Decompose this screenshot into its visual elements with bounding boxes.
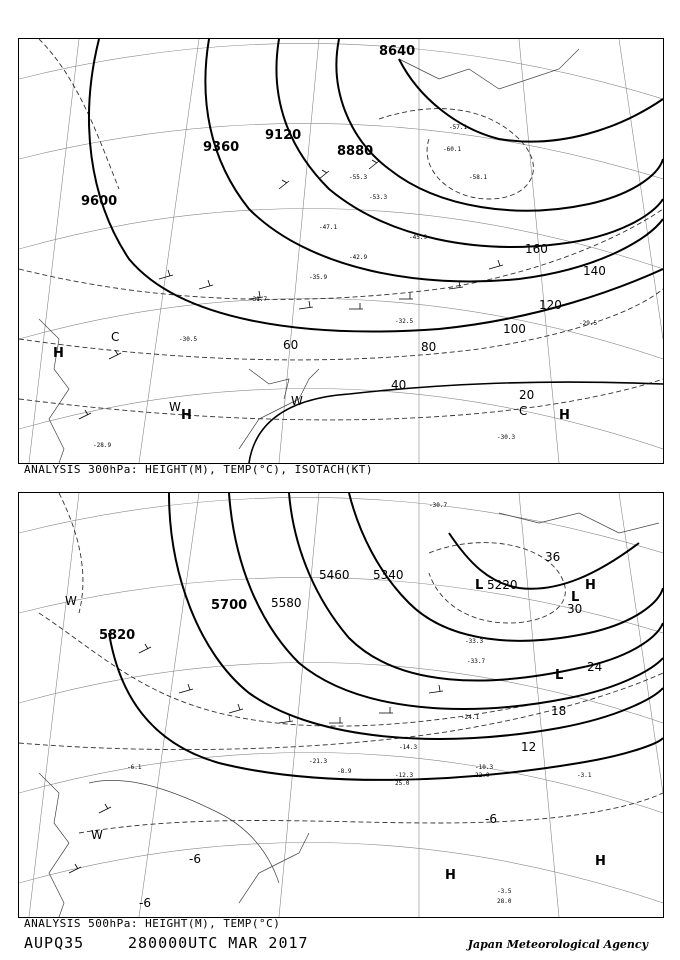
temperature-obs: -21.3 (309, 758, 328, 765)
high-pressure-marker: H (181, 408, 192, 423)
height-label: 5580 (271, 596, 302, 610)
isotherm-label: 30 (567, 602, 583, 616)
low-pressure-marker: L (571, 590, 580, 605)
temperature-obs: -29.5 (579, 320, 598, 327)
temperature-obs: -33.3 (465, 638, 484, 645)
high-pressure-marker: H (559, 408, 570, 423)
isotherm-label: -6 (485, 812, 497, 826)
temperature-obs: -30.5 (179, 336, 198, 343)
temperature-obs: -30.3 (497, 434, 516, 441)
isotherm-label: -6 (139, 896, 151, 910)
temperature-obs: -47.1 (319, 224, 338, 231)
temperature-obs: -10.3 (475, 764, 494, 771)
high-pressure-marker: H (595, 854, 606, 869)
temperature-obs: 25.0 (395, 780, 410, 787)
cold-center-marker: C (111, 330, 120, 344)
isotach-label: 20 (519, 388, 535, 402)
isotherm-label: -6 (189, 852, 201, 866)
isotach-label: 80 (421, 340, 437, 354)
height-label: 5220 (487, 578, 518, 592)
temperature-obs: -33.7 (467, 658, 486, 665)
isotach-label: 40 (391, 378, 407, 392)
graticule (19, 39, 663, 463)
temperature-obs: -3.5 (497, 888, 512, 895)
map-300hpa-canvas (19, 39, 663, 463)
temperature-obs: 22.0 (475, 772, 490, 779)
isotherm-label: 36 (545, 550, 561, 564)
temperature-obs: -58.1 (469, 174, 488, 181)
map-500hpa (18, 492, 664, 918)
warm-center-marker: W (91, 828, 103, 842)
panel-caption: ANALYSIS 500hPa: HEIGHT(M), TEMP(°C) (24, 917, 281, 930)
isotherm-label: 18 (551, 704, 567, 718)
low-pressure-marker: L (555, 668, 564, 683)
temperature-obs: -30.7 (429, 502, 448, 509)
high-pressure-marker: H (53, 346, 64, 361)
temperature-obs: -28.9 (93, 442, 112, 449)
isotach-label: 120 (539, 298, 562, 312)
temperature-obs: -60.1 (443, 146, 462, 153)
panel-caption: ANALYSIS 300hPa: HEIGHT(M), TEMP(°C), ISOTACH(KT) (24, 463, 374, 476)
height-label: 9120 (265, 128, 302, 143)
high-pressure-marker: H (585, 578, 596, 593)
height-label: 5820 (99, 628, 136, 643)
isotach-label: 100 (503, 322, 526, 336)
height-label: 5700 (211, 598, 248, 613)
height-label: 9360 (203, 140, 240, 155)
map-300hpa (18, 38, 664, 464)
chart-id: AUPQ35 (24, 934, 85, 952)
agency-credit: Japan Meteorological Agency (467, 938, 648, 951)
temperature-obs: -42.9 (349, 254, 368, 261)
temperature-obs: -45.9 (409, 234, 428, 241)
isotherm-label: 12 (521, 740, 537, 754)
low-pressure-marker: L (475, 578, 484, 593)
temperature-obs: -32.5 (395, 318, 414, 325)
isotach-label: 160 (525, 242, 548, 256)
height-label: 8640 (379, 44, 416, 59)
valid-time: 280000UTC MAR 2017 (128, 934, 309, 952)
temperature-obs: -24.1 (461, 714, 480, 721)
high-pressure-marker: H (445, 868, 456, 883)
height-label: 9600 (81, 194, 118, 209)
map-500hpa-canvas (19, 493, 663, 917)
warm-center-marker: W (169, 400, 181, 414)
wind-barbs (69, 644, 443, 873)
height-label: 8880 (337, 144, 374, 159)
temperature-obs: 28.0 (497, 898, 512, 905)
height-contours (109, 493, 663, 780)
warm-center-marker: W (291, 394, 303, 408)
temperature-obs: -53.3 (369, 194, 388, 201)
isotach-label: 60 (283, 338, 299, 352)
warm-center-marker: W (65, 594, 77, 608)
isotherm-label: 24 (587, 660, 603, 674)
wind-barbs (79, 160, 503, 419)
temperature-obs: -8.9 (337, 768, 352, 775)
cold-center-marker: C (519, 404, 528, 418)
height-label: 5460 (319, 568, 350, 582)
temperature-obs: -3.1 (577, 772, 592, 779)
temperature-obs: -14.3 (399, 744, 418, 751)
temperature-obs: -35.9 (309, 274, 328, 281)
isotach-label: 140 (583, 264, 606, 278)
temperature-obs: -57.1 (449, 124, 468, 131)
graticule (19, 493, 663, 917)
temperature-obs: -31.7 (249, 296, 268, 303)
temperature-obs: -6.1 (127, 764, 142, 771)
temperature-obs: -12.3 (395, 772, 414, 779)
temperature-obs: -55.3 (349, 174, 368, 181)
height-label: 5340 (373, 568, 404, 582)
